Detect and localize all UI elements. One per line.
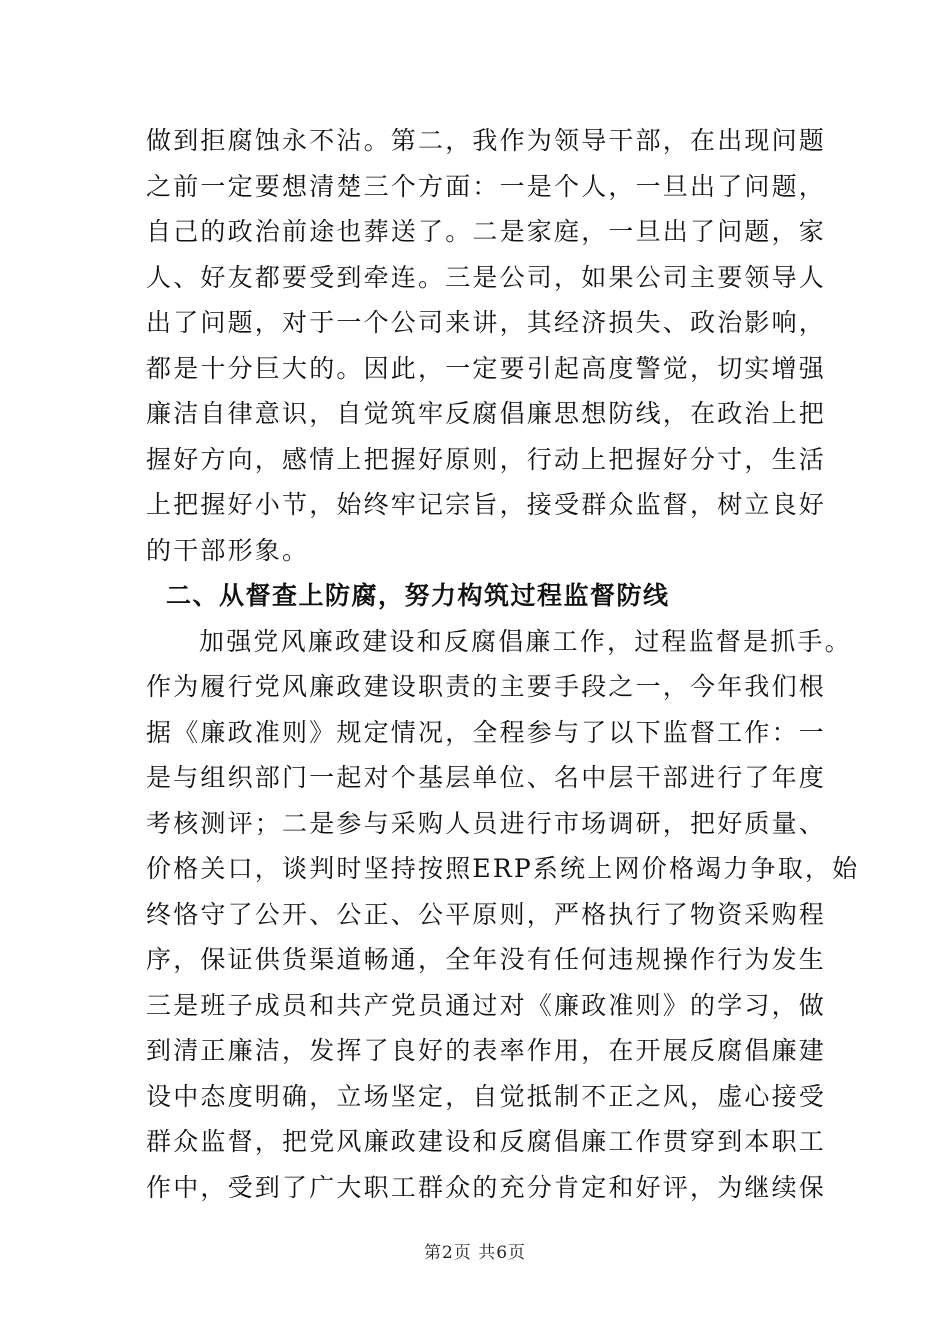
paragraph-line: 价格关口，谈判时坚持按照ERP系统上网价格竭力争取，始: [146, 854, 860, 883]
paragraph-line: 序，保证供货渠道畅通，全年没有任何违规操作行为发生: [146, 945, 827, 974]
paragraph-line: 群众监督，把党风廉政建设和反腐倡廉工作贯穿到本职工: [146, 1127, 827, 1156]
paragraph-line: 作中，受到了广大职工群众的充分肯定和好评，为继续保: [146, 1172, 827, 1202]
paragraph-line: 设中态度明确，立场坚定，自觉抵制不正之风，虚心接受: [146, 1081, 827, 1111]
paragraph-line: 据《廉政准则》规定情况，全程参与了以下监督工作：一: [146, 717, 827, 747]
paragraph-line: 是与组织部门一起对个基层单位、名中层干部进行了年度: [146, 763, 827, 792]
paragraph-line: 人、好友都要受到牵连。三是公司，如果公司主要领导人: [146, 262, 827, 292]
paragraph-line: 廉洁自律意识，自觉筑牢反腐倡廉思想防线，在政治上把: [146, 399, 827, 428]
paragraph-line: 加强党风廉政建设和反腐倡廉工作，过程监督是抓手。: [199, 626, 852, 656]
paragraph-line: 三是班子成员和共产党员通过对《廉政准则》的学习，做: [146, 990, 827, 1020]
paragraph-line: 自己的政治前途也葬送了。二是家庭，一旦出了问题，家: [146, 217, 827, 246]
paragraph-line: 做到拒腐蚀永不沾。第二，我作为领导干部，在出现问题: [146, 126, 827, 155]
paragraph-line: 出了问题，对于一个公司来讲，其经济损失、政治影响，: [146, 308, 827, 337]
paragraph-line: 作为履行党风廉政建设职责的主要手段之一，今年我们根: [146, 672, 827, 701]
document-body: [146, 118, 860, 1210]
paragraph-line: 的干部形象。: [146, 535, 310, 565]
paragraph-line: 到清正廉洁，发挥了良好的表率作用，在开展反腐倡廉建: [146, 1036, 827, 1065]
paragraph-line: 都是十分巨大的。因此，一定要引起高度警觉，切实增强: [146, 353, 827, 383]
paragraph-line: 握好方向，感情上把握好原则，行动上把握好分寸，生活: [146, 444, 827, 474]
page-number-footer: 第2页 共6页: [423, 1243, 527, 1263]
paragraph-line: 终恪守了公开、公正、公平原则，严格执行了物资采购程: [146, 899, 827, 929]
paragraph-line: 考核测评；二是参与采购人员进行市场调研，把好质量、: [146, 808, 827, 838]
paragraph-line: 之前一定要想清楚三个方面：一是个人，一旦出了问题，: [146, 171, 827, 201]
section-heading: 二、从督查上防腐，努力构筑过程监督防线: [166, 581, 670, 610]
paragraph-line: 上把握好小节，始终牢记宗旨，接受群众监督，树立良好: [146, 490, 827, 519]
